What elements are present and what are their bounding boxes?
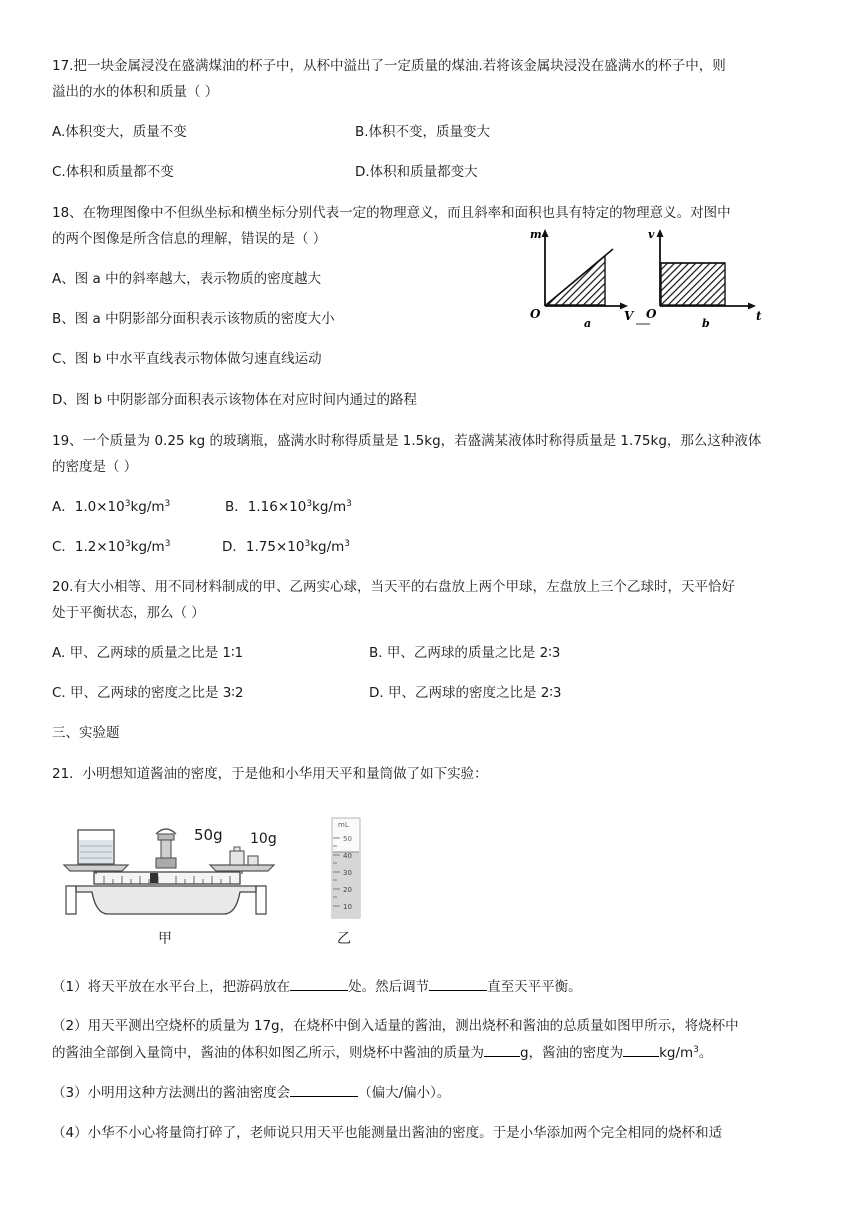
q21-part1-text-a: （1）将天平放在水平台上，把游码放在 (52, 979, 291, 995)
q21-part2-unit-exp: 3 (693, 1045, 699, 1055)
q19-option-b-value: B．1.16×10 (225, 499, 307, 515)
q19-option-d-unit-exp: 3 (344, 539, 351, 549)
q21-part1-text-b: 处。然后调节 (348, 979, 430, 995)
q21-part2-end: 。 (698, 1045, 713, 1061)
graph-a-y-label: m (530, 228, 542, 241)
q21-part2-line1: （2）用天平测出空烧杯的质量为 17g，在烧杯中倒入适量的酱油，测出烧杯和酱油的总质量如图甲所示，将烧杯中 (52, 1018, 739, 1034)
q21-part2-text-a: 的酱油全部倒入量筒中，酱油的体积如图乙所示，则烧杯中酱油的质量为 (52, 1045, 484, 1061)
weight-10g-icon (248, 856, 258, 865)
beaker-liquid (79, 840, 113, 863)
q19-option-d-exp: 3 (304, 539, 311, 549)
figure-jia-caption: 甲 (158, 931, 172, 947)
graph-b-x-arrow (748, 303, 756, 310)
graph-a-origin: O (530, 307, 541, 321)
q17-stem-line1: 17.把一块金属浸没在盛满煤油的杯子中，从杯中溢出了一定质量的煤油.若将该金属块浸没在盛满水的杯子中，则 (52, 58, 726, 74)
q19-option-b-exp: 3 (306, 499, 313, 509)
graduated-cylinder-figure (324, 812, 364, 922)
graph-a-y-arrow (542, 229, 549, 237)
weight-50g-icon (230, 851, 244, 865)
figure-yi-caption: 乙 (337, 931, 351, 947)
graph-b-y-label: v (648, 228, 655, 241)
q21-part2-text-b: g，酱油的密度为 (520, 1045, 624, 1061)
q21-part1-text-c: 直至天平平衡。 (487, 979, 582, 995)
cylinder-tick-40: 40 (343, 852, 352, 860)
q19-option-b-unit: kg/m (312, 499, 347, 515)
graph-b (657, 229, 757, 310)
q19-option-d-unit: kg/m (310, 539, 345, 555)
graph-a (542, 229, 629, 310)
q18-stem-line2: 的两个图像是所含信息的理解，错误的是（ ） (52, 231, 327, 247)
left-pan (64, 865, 128, 871)
balance-base (76, 886, 256, 914)
q21-part3 (52, 1082, 450, 1103)
graph-b-x-label: t (756, 309, 762, 323)
q19-option-d-value: D．1.75×10 (222, 539, 305, 555)
cylinder-tick-10: 10 (343, 903, 352, 911)
q19-stem-line1: 19、一个质量为 0.25 kg 的玻璃瓶，盛满水时称得质量是 1.5kg，若盛满某液体时称得质量是 1.75kg，那么这种液体 (52, 433, 762, 449)
q18-option-d: D、图 b 中阴影部分面积表示该物体在对应时间内通过的路程 (52, 392, 418, 408)
q19-option-a-exp: 3 (124, 499, 131, 509)
q19-option-c-exp: 3 (124, 539, 131, 549)
q17-option-b: B.体积不变，质量变大 (355, 124, 491, 140)
q18-graphs-figure (520, 226, 790, 336)
cylinder-tick-20: 20 (343, 886, 352, 894)
q18-option-c: C、图 b 中水平直线表示物体做匀速直线运动 (52, 351, 322, 367)
q20-stem-line2: 处于平衡状态，那么（ ） (52, 605, 205, 621)
cylinder-tick-50: 50 (343, 835, 352, 843)
graph-b-caption: b (702, 317, 710, 330)
cylinder-unit: mL (338, 821, 349, 829)
graph-a-caption: a (584, 317, 592, 330)
right-pan (210, 865, 274, 871)
cylinder-tick-30: 30 (343, 869, 352, 877)
weight-50g-label: 50g (194, 826, 223, 844)
q19-option-d (222, 537, 350, 557)
pointer-holder (156, 829, 176, 834)
q19-option-c-value: C．1.2×10 (52, 539, 125, 555)
q19-option-a-unit-exp: 3 (164, 499, 171, 509)
q21-part4: （4）小华不小心将量筒打碎了，老师说只用天平也能测量出酱油的密度。于是小华添加两个完全相同的烧杯和适 (52, 1125, 723, 1141)
q19-option-c-unit-exp: 3 (164, 539, 171, 549)
q20-option-d: D. 甲、乙两球的密度之比是 2∶3 (369, 685, 562, 701)
rider-slider (150, 873, 158, 883)
q18-stem-line1: 18、在物理图像中不但纵坐标和横坐标分别代表一定的物理意义，而且斜率和面积也具有特定的物理意义。对图中 (52, 205, 731, 221)
q19-option-b (225, 497, 352, 517)
q21-part3-text-a: （3）小明用这种方法测出的酱油密度会 (52, 1085, 291, 1101)
q19-option-a (52, 497, 170, 517)
q19-option-a-unit: kg/m (130, 499, 165, 515)
q19-option-c (52, 537, 170, 557)
graph-a-x-label: V (624, 309, 634, 323)
graph-b-origin: O (646, 307, 657, 321)
section-heading: 三、实验题 (52, 725, 120, 741)
q17-option-d: D.体积和质量都变大 (355, 164, 478, 180)
q20-option-a: A. 甲、乙两球的质量之比是 1∶1 (52, 645, 244, 661)
beam-scale (94, 872, 240, 884)
q18-option-a: A、图 a 中的斜率越大，表示物质的密度越大 (52, 271, 322, 287)
q21-blank-5[interactable] (290, 1082, 358, 1097)
weight-10g-label: 10g (250, 831, 277, 847)
q19-option-b-unit-exp: 3 (346, 499, 352, 509)
q20-stem-line1: 20.有大小相等、用不同材料制成的甲、乙两实心球，当天平的右盘放上两个甲球，左盘放上三个乙球时，天平恰好 (52, 579, 735, 595)
graph-b-shaded-area (661, 263, 725, 305)
q21-part3-text-b: （偏大/偏小）。 (358, 1085, 451, 1101)
q21-stem: 21．小明想知道酱油的密度，于是他和小华用天平和量筒做了如下实验： (52, 766, 488, 782)
q21-part2-line2 (52, 1042, 712, 1063)
q19-option-c-unit: kg/m (130, 539, 165, 555)
q17-option-c: C.体积和质量都不变 (52, 164, 174, 180)
q21-part2-unit: kg/m (659, 1045, 694, 1061)
q19-option-a-value: A．1.0×10 (52, 499, 125, 515)
q17-option-a: A.体积变大，质量不变 (52, 124, 187, 140)
q21-blank-4[interactable] (623, 1042, 659, 1057)
graph-b-y-arrow (657, 229, 664, 237)
q18-option-b: B、图 a 中阴影部分面积表示该物质的密度大小 (52, 311, 335, 327)
q20-option-b: B. 甲、乙两球的质量之比是 2∶3 (369, 645, 561, 661)
q21-blank-2[interactable] (429, 976, 487, 991)
q21-blank-3[interactable] (484, 1042, 520, 1057)
q21-part1 (52, 976, 582, 997)
q20-option-c: C. 甲、乙两球的密度之比是 3∶2 (52, 685, 244, 701)
q17-stem-line2: 溢出的水的体积和质量（ ） (52, 84, 219, 100)
q19-stem-line2: 的密度是（ ） (52, 459, 138, 475)
q21-blank-1[interactable] (290, 976, 348, 991)
